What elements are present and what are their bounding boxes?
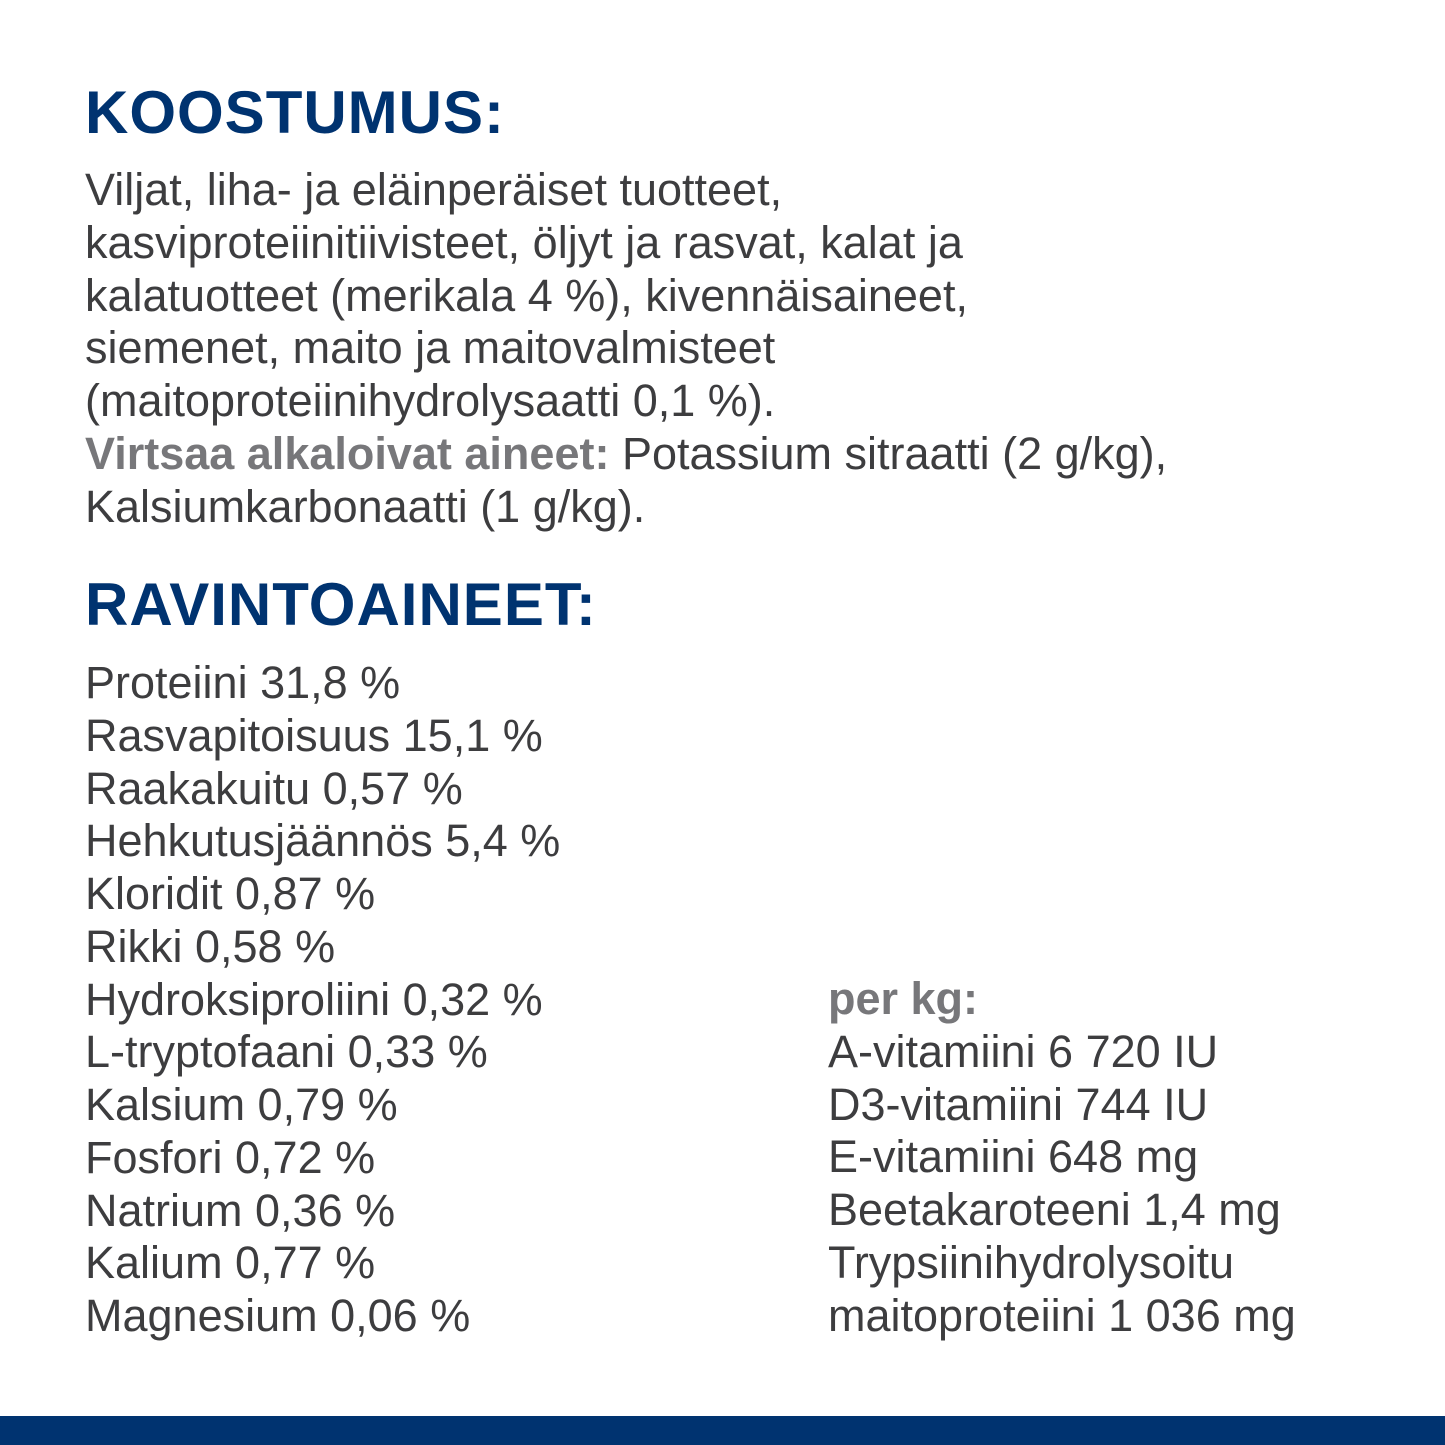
per-kg-item: maitoproteiini 1 036 mg — [828, 1289, 1296, 1341]
nutrient-item: Kalium 0,77 % — [85, 1237, 376, 1289]
additives-line-2: Kalsiumkarbonaatti (1 g/kg). — [85, 480, 646, 532]
composition-line: Viljat, liha- ja eläinperäiset tuotteet, — [85, 164, 783, 215]
nutrient-item: Rikki 0,58 % — [85, 920, 336, 972]
per-kg-list — [828, 973, 1296, 1342]
nutrient-item: Hehkutusjäännös 5,4 % — [85, 815, 561, 867]
nutrient-item: L-tryptofaani 0,33 % — [85, 1026, 488, 1078]
additives-line — [85, 428, 1167, 481]
composition-line: siemenet, maito ja maitovalmisteet — [85, 322, 776, 374]
per-kg-label: per kg: — [828, 973, 979, 1024]
additives-label: Virtsaa alkaloivat aineet: — [85, 427, 610, 479]
composition-text — [85, 164, 1167, 533]
nutrient-item: Kloridit 0,87 % — [85, 868, 376, 919]
footer-bar — [0, 1416, 1445, 1445]
nutrient-item: Kalsium 0,79 % — [85, 1079, 398, 1130]
composition-line: kasviproteiinitiivisteet, öljyt ja rasvat, kalat ja — [85, 216, 963, 268]
nutrients-heading: RAVINTOAINEET: — [85, 571, 597, 638]
nutrient-item: Hydroksiproliini 0,32 % — [85, 973, 543, 1025]
per-kg-item: D3-vitamiini 744 IU — [828, 1078, 1209, 1130]
additives-value: Potassium sitraatti (2 g/kg), — [609, 427, 1168, 479]
nutrient-item: Magnesium 0,06 % — [85, 1290, 471, 1341]
nutrients-list — [85, 657, 560, 1343]
composition-heading: KOOSTUMUS: — [85, 79, 505, 146]
nutrient-item: Fosfori 0,72 % — [85, 1131, 376, 1183]
nutrient-item: Raakakuitu 0,57 % — [85, 762, 463, 814]
per-kg-item: Beetakaroteeni 1,4 mg — [828, 1184, 1281, 1235]
per-kg-item: Trypsiinihydrolysoitu — [828, 1236, 1234, 1288]
composition-line: kalatuotteet (merikala 4 %), kivennäisaineet, — [85, 269, 968, 321]
nutrient-item: Rasvapitoisuus 15,1 % — [85, 709, 543, 761]
per-kg-item: E-vitamiini 648 mg — [828, 1131, 1199, 1183]
per-kg-item: A-vitamiini 6 720 IU — [828, 1025, 1219, 1077]
nutrient-item: Proteiini 31,8 % — [85, 657, 401, 708]
composition-line: (maitoproteiinihydrolysaatti 0,1 %). — [85, 375, 776, 426]
nutrient-item: Natrium 0,36 % — [85, 1184, 396, 1236]
